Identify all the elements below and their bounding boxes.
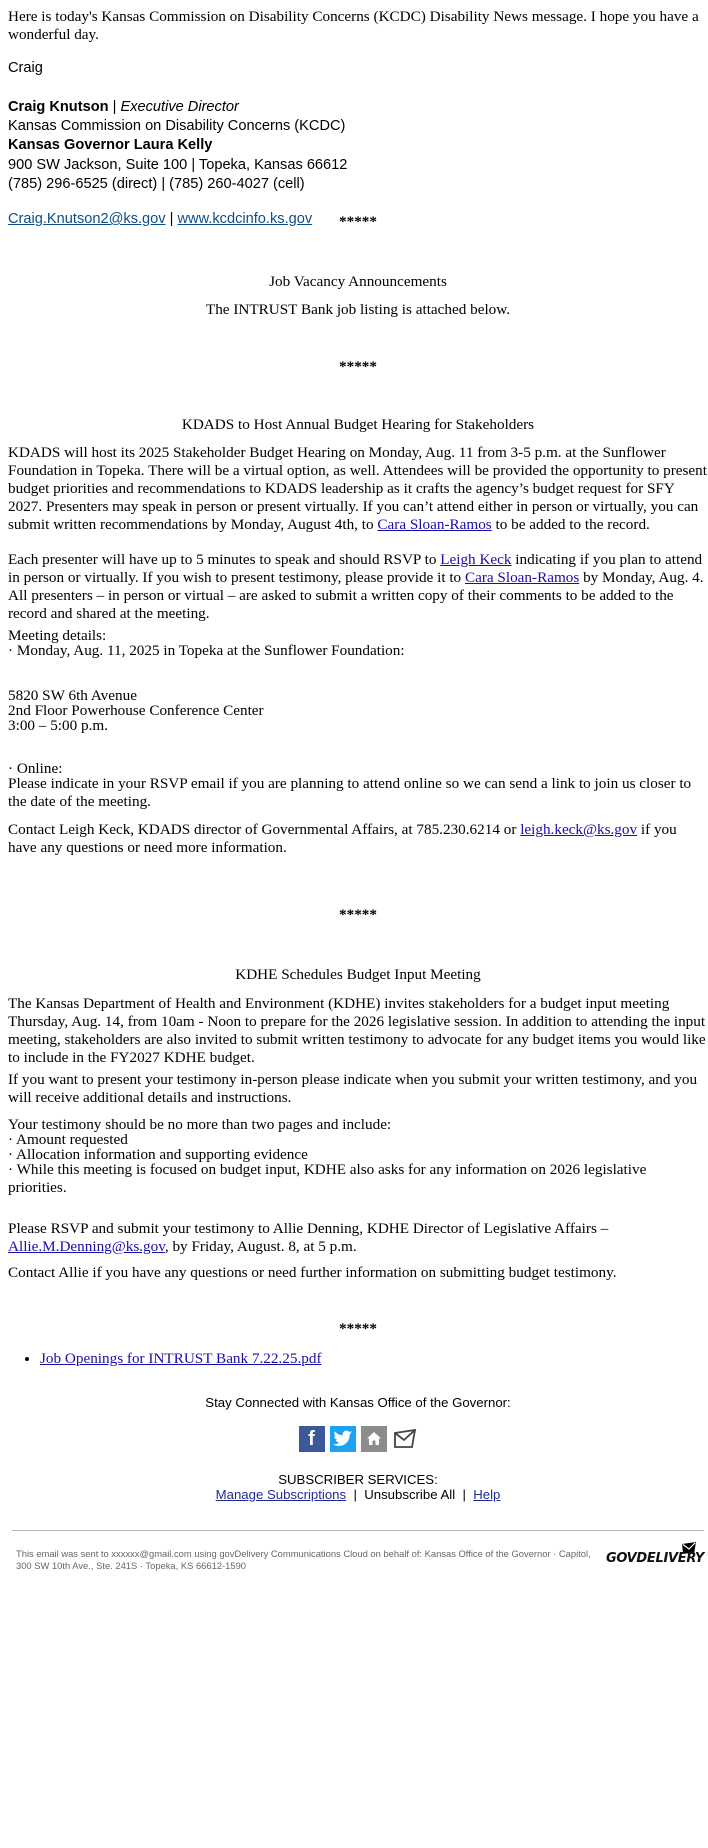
meeting-details-item: · Monday, Aug. 11, 2025 in Topeka at the Sunflower Foundation:	[8, 642, 405, 659]
kdhe-rsvp	[8, 1220, 708, 1256]
kdhe-rsvp-text-a: Please RSVP and submit your testimony to Allie Denning, KDHE Director of Legislative Affairs –	[8, 1220, 609, 1237]
kdads-p1-text-a: KDADS will host its 2025 Stakeholder Budget Hearing on Monday, Aug. 11 from 3-5 p.m. at the Sunflower Foundation in Topeka. There will be a virtual option, as well. Attendees will be provided the opportunity to present budget priorities and recommendations to KDADS leadership as it crafts the agency’s budget request for SFY 2027. Presenters may speak in person or present virtually. If you can’t attend either in person or virtually, you can submit written recommendations by Monday, August 4th, to	[8, 444, 707, 533]
home-icon[interactable]	[361, 1426, 387, 1452]
signature-website-link[interactable]: www.kcdcinfo.ks.gov	[177, 211, 313, 228]
unsubscribe-all-text: Unsubscribe All	[364, 1487, 456, 1502]
divider-1: *****	[339, 213, 377, 230]
kdads-contact-text-a: Contact Leigh Keck, KDADS director of Governmental Affairs, at 785.230.6214 or	[8, 821, 521, 838]
social-icons	[8, 1426, 708, 1452]
cara-sloan-ramos-link[interactable]: Cara Sloan-Ramos	[377, 516, 492, 533]
kdads-heading: KDADS to Host Annual Budget Hearing for Stakeholders	[181, 416, 535, 433]
legal-notice: This email was sent to xxxxxx@gmail.com using govDelivery Communications Cloud on behalf of: Kansas Office of the Governor · Capitol, 300 SW 10th Ave., Ste. 241S · Topeka, KS 66612-1590	[16, 1548, 591, 1571]
attachment-link[interactable]: Job Openings for INTRUST Bank 7.22.25.pdf	[40, 1350, 322, 1367]
leigh-keck-link[interactable]: Leigh Keck	[440, 551, 512, 568]
greeting: Craig	[8, 60, 43, 76]
signature-email-link[interactable]: Craig.Knutson2@ks.gov	[8, 211, 166, 228]
kdads-p2-text-b: indicating if you plan to attend in person or virtually. If you wish to present testimony, please provide it to	[8, 551, 703, 586]
meeting-details-label: Meeting details:	[8, 627, 107, 644]
signature-title: Executive Director	[120, 99, 239, 115]
jobs-heading: Job Vacancy Announcements	[269, 273, 447, 290]
kdhe-paragraph-2: If you want to present your testimony in-person please indicate when you submit your written testimony, and you will receive additional details and instructions.	[8, 1071, 698, 1106]
cara-sloan-ramos-link-2[interactable]: Cara Sloan-Ramos	[464, 569, 580, 586]
signature-separator: |	[112, 99, 117, 115]
kdhe-bullet-1: · Amount requested	[8, 1131, 128, 1148]
house-icon	[365, 1430, 383, 1448]
kdads-p1-text-b: to be added to the record.	[491, 516, 650, 533]
kdads-p2-text-c: by Monday, Aug. 4. All presenters – in person or virtual – are asked to submit a written copy of their comments to be added to the record and shared at the meeting.	[8, 569, 704, 622]
signature-name: Craig Knutson	[8, 99, 109, 115]
signature-address: 900 SW Jackson, Suite 100 | Topeka, Kansas 66612	[8, 156, 348, 173]
kdads-contact-text-b: if you have any questions or need more information.	[8, 821, 677, 856]
kdads-contact	[8, 821, 708, 857]
meeting-address-2: 2nd Floor Powerhouse Conference Center	[8, 702, 264, 719]
kdhe-rsvp-text-b: , by Friday, August. 8, at 5 p.m.	[164, 1238, 357, 1255]
kdads-paragraph-1	[8, 444, 708, 534]
stay-connected-text: Stay Connected with Kansas Office of the Governor:	[205, 1395, 511, 1410]
meeting-time: 3:00 – 5:00 p.m.	[8, 717, 108, 734]
kdhe-paragraph-1: The Kansas Department of Health and Environment (KDHE) invites stakeholders for a budget input meeting Thursday, Aug. 14, from 10am - Noon to prepare for the 2026 legislative session. In addition to attending the input meeting, stakeholders are also invited to submit written testimony to advocate for any budget items you would like to include in the FY2027 KDHE budget.	[8, 995, 706, 1066]
help-link[interactable]: Help	[473, 1487, 501, 1502]
divider-4: *****	[339, 1320, 377, 1337]
kdads-p2-text-a: Each presenter will have up to 5 minutes to speak and should RSVP to	[8, 551, 441, 568]
envelope-icon	[393, 1428, 417, 1450]
signature-org: Kansas Commission on Disability Concerns (KCDC)	[8, 118, 346, 135]
kdads-paragraph-2	[8, 551, 708, 623]
govdelivery-logo	[604, 1542, 704, 1576]
attachment-item	[40, 1350, 708, 1368]
divider-3: *****	[339, 906, 377, 923]
kdhe-contact: Contact Allie if you have any questions or need further information on submitting budget testimony.	[8, 1264, 617, 1281]
twitter-bird-icon	[333, 1430, 353, 1448]
subscriber-links	[8, 1487, 708, 1503]
subscriber-separator-1: |	[353, 1487, 357, 1502]
meeting-address-1: 5820 SW 6th Avenue	[8, 687, 137, 704]
twitter-icon[interactable]	[330, 1426, 356, 1452]
signature-governor: Kansas Governor Laura Kelly	[8, 137, 213, 154]
kdhe-heading: KDHE Schedules Budget Input Meeting	[235, 966, 481, 983]
online-text: Please indicate in your RSVP email if you are planning to attend online so we can send a link to join us closer to the date of the meeting.	[8, 775, 692, 810]
allie-denning-email-link[interactable]: Allie.M.Denning@ks.gov	[8, 1238, 165, 1255]
facebook-icon[interactable]: f	[299, 1426, 325, 1452]
kdhe-paragraph-3: Your testimony should be no more than two pages and include:	[8, 1116, 392, 1133]
signature-link-separator: |	[169, 211, 174, 228]
subscriber-services-label: SUBSCRIBER SERVICES:	[278, 1472, 438, 1487]
manage-subscriptions-link[interactable]: Manage Subscriptions	[215, 1487, 347, 1502]
leigh-keck-email-link[interactable]: leigh.keck@ks.gov	[520, 821, 638, 838]
intro-message: Here is today's Kansas Commission on Disability Concerns (KCDC) Disability News message. I hope you have a wonderful day.	[8, 8, 699, 43]
jobs-text: The INTRUST Bank job listing is attached below.	[205, 301, 511, 318]
signature-name-line	[8, 98, 708, 117]
subscriber-separator-2: |	[462, 1487, 466, 1502]
divider-2: *****	[339, 358, 377, 375]
kdhe-bullet-3: · While this meeting is focused on budget input, KDHE also asks for any information on 2026 legislative priorities.	[8, 1161, 647, 1196]
footer-divider	[12, 1530, 704, 1531]
email-icon[interactable]	[392, 1426, 418, 1452]
online-label: · Online:	[8, 760, 63, 777]
attachment-list	[8, 1350, 708, 1368]
signature-phones: (785) 296-6525 (direct) | (785) 260-4027 (cell)	[8, 175, 305, 192]
kdhe-bullet-2: · Allocation information and supporting evidence	[8, 1146, 308, 1163]
signature-block	[8, 98, 708, 229]
govdelivery-wordmark: GOVDELIVERY	[606, 1551, 704, 1566]
